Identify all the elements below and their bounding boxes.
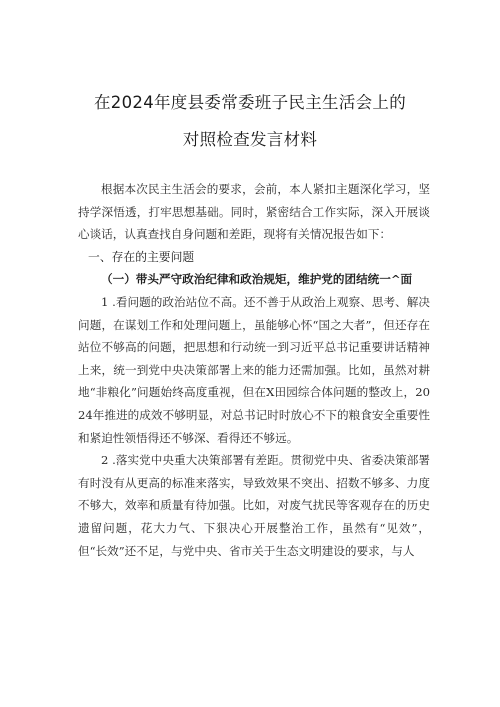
intro-paragraph: 根据本次民主生活会的要求，会前，本人紧扣主题深化学习，坚持学深悟透，打牢思想基础。同时，紧密结合工作实际，深入开展谈心谈话，认真查找自身问题和差距，现将有关情况报告如下： bbox=[78, 182, 430, 242]
document-title-line-2: 对照检查发言材料 bbox=[182, 130, 318, 149]
document-title-line-1: 在2024年度县委常委班子民主生活会上的 bbox=[94, 93, 406, 112]
point-2-paragraph: 2 .落实党中央重大决策部署有差距。贯彻党中央、省委决策部署有时没有从更高的标准来落实，导致效果不突出、招数不够多、力度不够大，效率和质量有待加强。比如，对废气扰民等客观存在的历史遗留问题，花大力气、下狠决心开展整治工作，虽然有“见效”，但“长效”还不足，与党中央、省市关于生态文明建设的要求，与人 bbox=[78, 453, 430, 558]
section-heading: 一、存在的主要问题 bbox=[88, 249, 195, 264]
document-body bbox=[78, 178, 430, 562]
subsection-heading: （一）带头严守政治纪律和政治规矩，维护党的团结统一^面 bbox=[101, 272, 413, 287]
point-1-paragraph: 1 .看问题的政治站位不高。还不善于从政治上观察、思考、解决问题，在谋划工作和处理问题上，虽能够心怀“国之大者”，但还存在站位不够高的问题，把思想和行动统一到习近平总书记重要讲话精神上来，统一到党中央决策部署上来的能力还需加强。比如，虽然对耕地“非粮化”问题始终高度重视，但在X田园综合体问题的整改上，2024年推进的成效不够明显，对总书记时时放心不下的粮食安全重要性和紧迫性领悟得还不够深、看得还不够远。 bbox=[78, 294, 430, 445]
